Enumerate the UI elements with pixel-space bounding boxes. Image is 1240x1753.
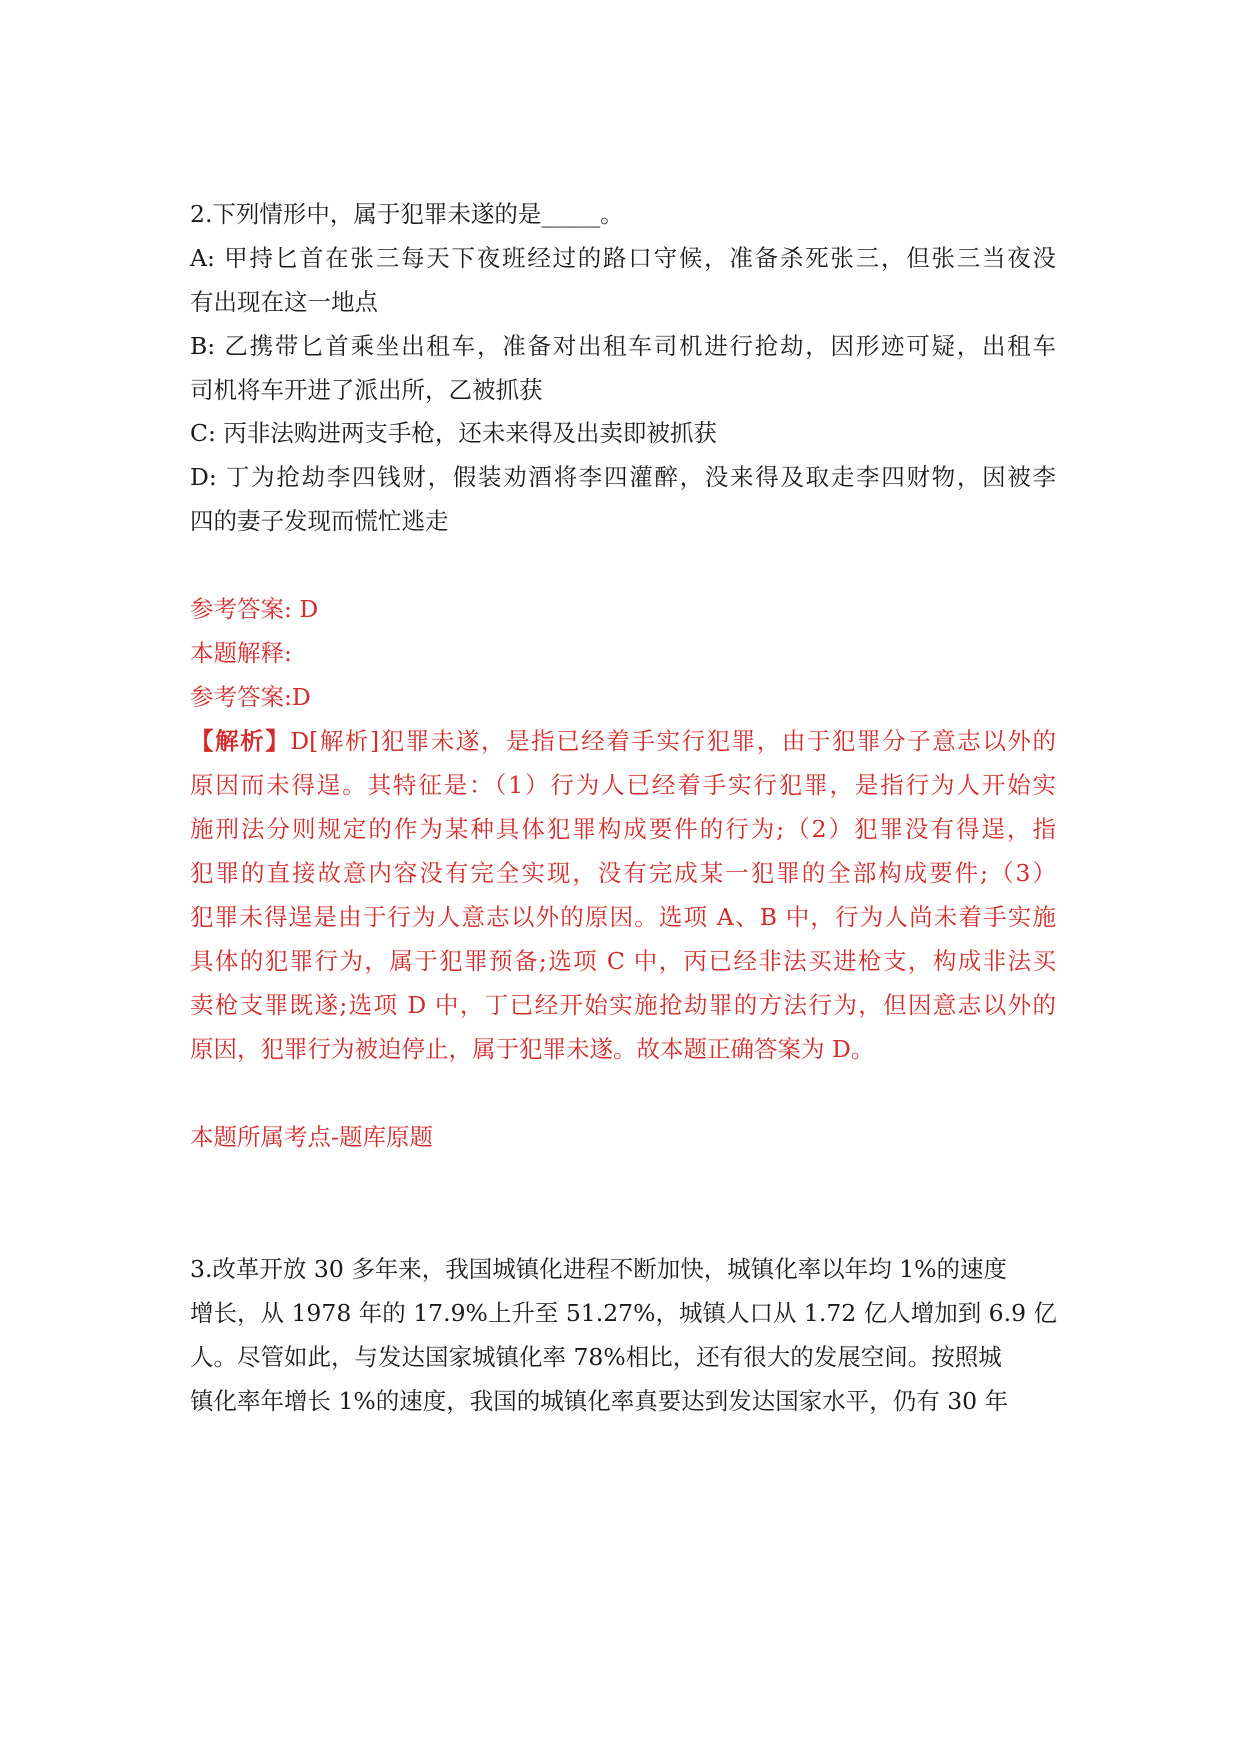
- question-3-line-4: 镇化率年增长 1%的速度，我国的城镇化率真要达到发达国家水平，仍有 30 年: [190, 1387, 1009, 1415]
- analysis-line-6: 具体的犯罪行为，属于犯罪预备;选项 C 中，丙已经非法买进枪支，构成非法买: [190, 947, 1056, 975]
- question-3-line-3: 人。尽管如此，与发达国家城镇化率 78%相比，还有很大的发展空间。按照城: [190, 1343, 1002, 1371]
- question-2-stem: 2.下列情形中，属于犯罪未遂的是_____。: [190, 200, 624, 228]
- question-2-option-b-line-1: B: 乙携带匕首乘坐出租车，准备对出租车司机进行抢劫，因形迹可疑，出租车: [190, 332, 1056, 360]
- explanation-label: 本题解释:: [190, 639, 292, 667]
- analysis-line-3: 施刑法分则规定的作为某种具体犯罪构成要件的行为;（2）犯罪没有得逞，指: [190, 815, 1056, 843]
- analysis-line-1: [190, 724, 1056, 758]
- question-2-option-c: C: 丙非法购进两支手枪，还未来得及出卖即被抓获: [190, 419, 717, 447]
- question-2-option-d-line-1: D: 丁为抢劫李四钱财，假装劝酒将李四灌醉，没来得及取走李四财物，因被李: [190, 463, 1056, 491]
- analysis-line-4: 犯罪的直接故意内容没有完全实现，没有完成某一犯罪的全部构成要件;（3）: [190, 859, 1056, 887]
- topic-label: 本题所属考点-题库原题: [190, 1123, 433, 1151]
- analysis-line-8: 原因，犯罪行为被迫停止，属于犯罪未遂。故本题正确答案为 D。: [190, 1035, 875, 1063]
- analysis-line-1-text: D[解析]犯罪未遂，是指已经着手实行犯罪，由于犯罪分子意志以外的: [290, 727, 1056, 755]
- question-2-option-d-line-2: 四的妻子发现而慌忙逃走: [190, 507, 449, 535]
- question-3-line-1: 3.改革开放 30 多年来，我国城镇化进程不断加快，城镇化率以年均 1%的速度: [190, 1255, 1008, 1283]
- question-2-option-b-line-2: 司机将车开进了派出所，乙被抓获: [190, 376, 543, 404]
- analysis-line-5: 犯罪未得逞是由于行为人意志以外的原因。选项 A、B 中，行为人尚未着手实施: [190, 903, 1056, 931]
- question-2-option-a-line-1: A: 甲持匕首在张三每天下夜班经过的路口守候，准备杀死张三，但张三当夜没: [190, 244, 1056, 272]
- reference-answer: 参考答案: D: [190, 595, 319, 623]
- reference-answer-repeat: 参考答案:D: [190, 683, 311, 711]
- question-3-line-2: 增长，从 1978 年的 17.9%上升至 51.27%，城镇人口从 1.72 亿人增加到 6.9 亿: [190, 1299, 1058, 1327]
- analysis-tag: 【解析】: [190, 727, 291, 755]
- analysis-line-2: 原因而未得逞。其特征是：（1）行为人已经着手实行犯罪，是指行为人开始实: [190, 771, 1056, 799]
- analysis-line-7: 卖枪支罪既遂;选项 D 中，丁已经开始实施抢劫罪的方法行为，但因意志以外的: [190, 991, 1056, 1019]
- question-2-option-a-line-2: 有出现在这一地点: [190, 288, 378, 316]
